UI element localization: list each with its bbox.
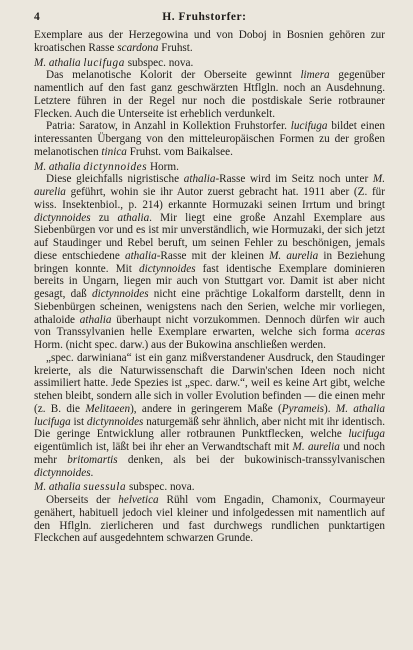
body-text xyxy=(34,29,385,545)
running-head xyxy=(34,11,385,23)
running-title: H. Fruhstorfer: xyxy=(162,11,247,23)
paragraph: Patria: Saratow, in Anzahl in Kollektion Fruhstorfer. lucifuga bildet einen interessanten Übergang von den mitteleuropäischen Formen zu der großen melanotischen tinica Fruhst. vom Baikalsee. xyxy=(34,120,385,158)
paragraph: Oberseits der helvetica Rühl vom Engadin, Chamonix, Courmayeur genähert, habituell jedoch viel kleiner und infolgedessen mit namentlich auf den Hflgln. zierlicheren und fast durchwegs rundlichen punktartigen Fleckchen auf ausgedehntem schwarzen Grunde. xyxy=(34,494,385,545)
section-heading: M. athalia suessula subspec. nova. xyxy=(34,481,195,494)
page-number: 4 xyxy=(34,11,40,23)
section-heading: M. athalia dictynnoides Horm. xyxy=(34,160,179,173)
paragraph: Exemplare aus der Herzegowina und von Doboj in Bosnien gehören zur kroatischen Rasse scardona Fruhst. xyxy=(34,29,385,54)
section-heading: M. athalia lucifuga subspec. nova. xyxy=(34,56,194,69)
paragraph: „spec. darwiniana“ ist ein ganz mißverstandener Ausdruck, den Staudinger kreierte, als die Naturwissenschaft die Darwin'schen Ideen noch nicht assimiliert hatte. Jede Spezies ist „spec. darw.“, weil es keine Art gibt, welche stehen bleibt, sondern alle sich in voller Evolution befinden — die einen mehr (z. B. die Melitaeen), andere in geringerem Maße (Pyrameis). M. athalia lucifuga ist dictynnoides naturgemäß sehr ähnlich, aber nicht mit ihr identisch. Die geringe Entwicklung aller rotbraunen Punktflecken, welche lucifuga eigentümlich ist, läßt bei ihr eher an Verwandtschaft mit M. aurelia und noch mehr britomartis denken, als bei der bukowinisch-transsylvanischen dictynnoides. xyxy=(34,351,385,479)
paragraph: Diese gleichfalls nigristische athalia-Rasse wird im Seitz noch unter M. aurelia geführt, wohin sie ihr Autor zuerst gebracht hat. 1911 aber (Z. für wiss. Insektenbiol., p. 214) erkannte Hormuzaki seinen Irrtum und bringt dictynnoides zu athalia. Mir liegt eine große Anzahl Exemplare aus Siebenbürgen vor und es ist mir unverständlich, wie Hormuzaki, der sich jetzt auf Staudinger und Rebel beruft, um seinen Fehler zu beschönigen, jemals diese entschiedene athalia-Rasse mit der kleinen M. aurelia in Beziehung bringen konnte. Mit dictynnoides fast identische Exemplare dominieren bereits in Ungarn, liegen mir auch von Stuttgart vor. Damit ist aber nicht gesagt, daß dictynnoides nicht eine prächtige Lokalform darstellt, denn in Siebenbürgen scheinen, wenigstens nach den Serien, welche mir vorliegen, athaloide athalia überhaupt nicht vorzukommen. Dennoch dürfen wir auch von Transsylvanien helle Exemplare erwarten, welche sich forma aceras Horm. (nicht spec. darw.) aus der Bukowina anschließen werden. xyxy=(34,173,386,351)
paragraph: Das melanotische Kolorit der Oberseite gewinnt limera gegenüber namentlich auf den fast ganz geschwärzten Htflgln. noch an Ausdehnung. Letztere führen in der Regel nur noch die postdiskale Serie rotbrauner Flecken. Auch die Unterseite ist erheblich verdunkelt. xyxy=(34,69,385,120)
